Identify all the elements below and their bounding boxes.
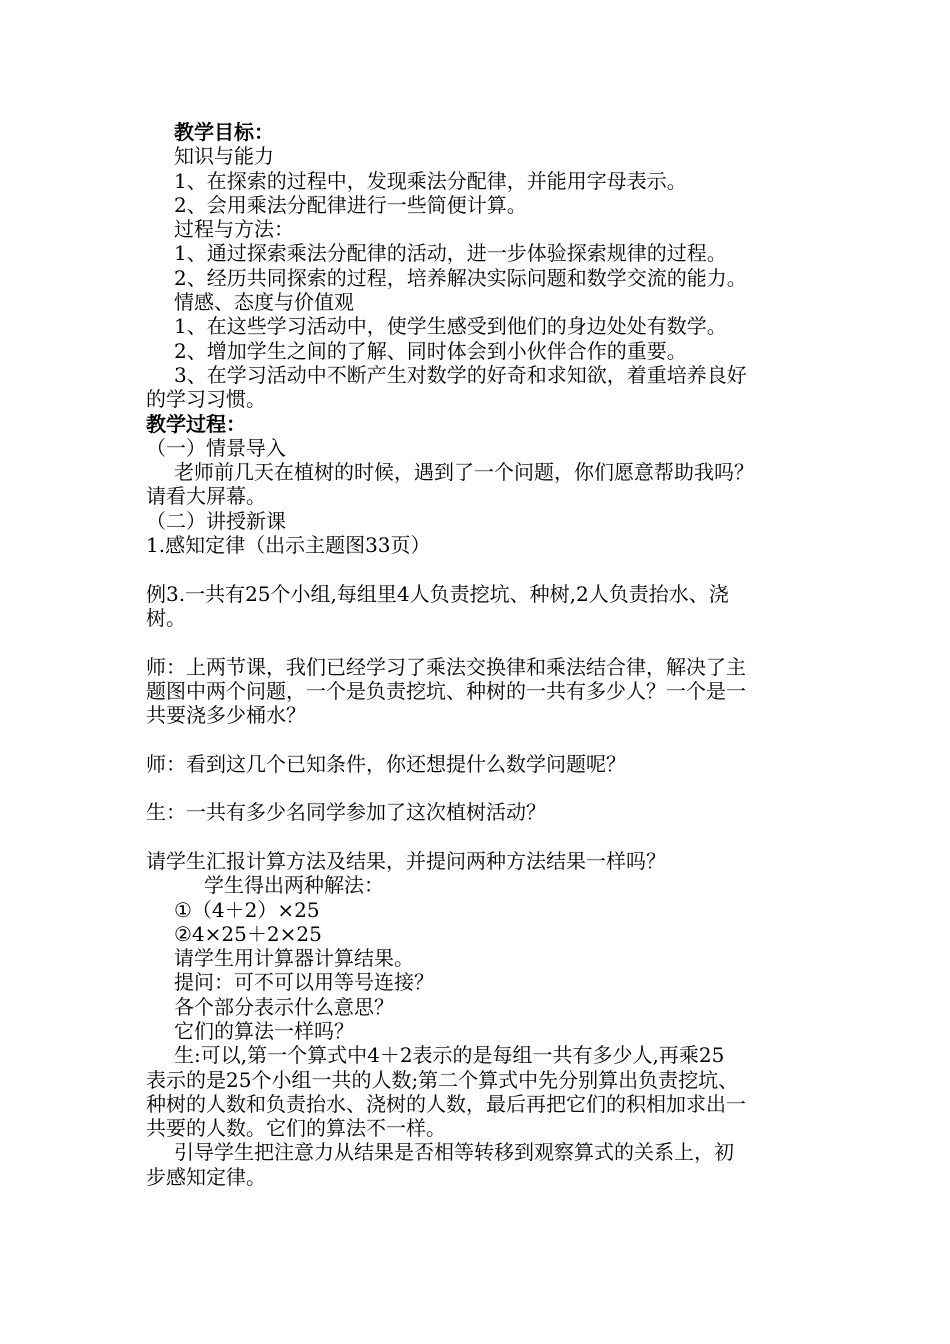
question-1: 提问：可不可以用等号连接？	[174, 970, 434, 995]
guide-line-1: 引导学生把注意力从结果是否相等转移到观察算式的关系上，初	[174, 1140, 734, 1165]
emotion-item-3-line-1: 3、在学习活动中不断产生对数学的好奇和求知欲，着重培养良好	[174, 362, 747, 387]
intro-line-1: 老师前几天在植树的时候，遇到了一个问题，你们愿意帮助我吗？	[174, 460, 754, 485]
example-line-2: 树。	[146, 605, 186, 630]
process-item-2: 2、经历共同探索的过程，培养解决实际问题和数学交流的能力。	[174, 265, 747, 290]
blank-line	[146, 727, 810, 751]
student-1: 生：一共有多少名同学参加了这次植树活动？	[146, 800, 546, 825]
emotion-title: 情感、态度与价值观	[174, 290, 354, 315]
knowledge-item-2: 2、会用乘法分配律进行一些简便计算。	[174, 192, 527, 217]
intro-line-2: 请看大屏幕。	[146, 484, 266, 509]
process-title: 过程与方法：	[174, 217, 294, 242]
example-line-1: 例3.一共有25个小组,每组里4人负责挖坑、种树,2人负责抬水、浇	[146, 581, 729, 606]
emotion-item-2: 2、增加学生之间的了解、同时体会到小伙伴合作的重要。	[174, 338, 687, 363]
teacher-1-line-2: 题图中两个问题，一个是负责挖坑、种树的一共有多少人？一个是一	[146, 678, 746, 703]
calc-instruction: 请学生用计算器计算结果。	[174, 946, 414, 971]
emotion-item-1: 1、在这些学习活动中，使学生感受到他们的身边处处有数学。	[174, 314, 727, 339]
lesson-plan-text	[146, 120, 810, 1189]
ask-report: 请学生汇报计算方法及结果，并提问两种方法结果一样吗？	[146, 848, 666, 873]
answer-line-3: 种树的人数和负责抬水、浇树的人数，最后再把它们的积相加求出一	[146, 1091, 746, 1116]
objectives-heading: 教学目标：	[174, 120, 274, 144]
knowledge-item-1: 1、在探索的过程中，发现乘法分配律，并能用字母表示。	[174, 168, 687, 193]
answer-line-2: 表示的是25个小组一共的人数;第二个算式中先分别算出负责挖坑、	[146, 1067, 739, 1092]
teacher-1-line-3: 共要浇多少桶水？	[146, 703, 306, 728]
answer-line-4: 共要的人数。它们的算法不一样。	[146, 1116, 446, 1141]
knowledge-title: 知识与能力	[174, 144, 274, 169]
process-heading: 教学过程：	[146, 411, 246, 436]
method-2: ②4×25＋2×25	[174, 921, 322, 946]
emotion-item-3-line-2: 的学习习惯。	[146, 387, 266, 412]
process-item-1: 1、通过探索乘法分配律的活动，进一步体验探索规律的过程。	[174, 241, 727, 266]
blank-line	[146, 557, 810, 581]
blank-line	[146, 825, 810, 849]
guide-line-2: 步感知定律。	[146, 1164, 266, 1189]
blank-line	[146, 630, 810, 654]
perceive-title: 1.感知定律（出示主题图33页）	[146, 533, 431, 558]
two-methods: 学生得出两种解法：	[204, 873, 384, 898]
question-2: 各个部分表示什么意思？	[174, 994, 394, 1019]
question-3: 它们的算法一样吗？	[174, 1018, 354, 1043]
section-1-title: （一）情景导入	[146, 435, 286, 460]
blank-line	[146, 776, 810, 800]
answer-line-1: 生:可以,第一个算式中4＋2表示的是每组一共有多少人,再乘25	[174, 1043, 725, 1068]
teacher-2: 师：看到这几个已知条件，你还想提什么数学问题呢？	[146, 751, 626, 776]
section-2-title: （二）讲授新课	[146, 508, 286, 533]
teacher-1-line-1: 师：上两节课，我们已经学习了乘法交换律和乘法结合律，解决了主	[146, 654, 746, 679]
method-1: ①（4＋2）×25	[174, 897, 320, 922]
